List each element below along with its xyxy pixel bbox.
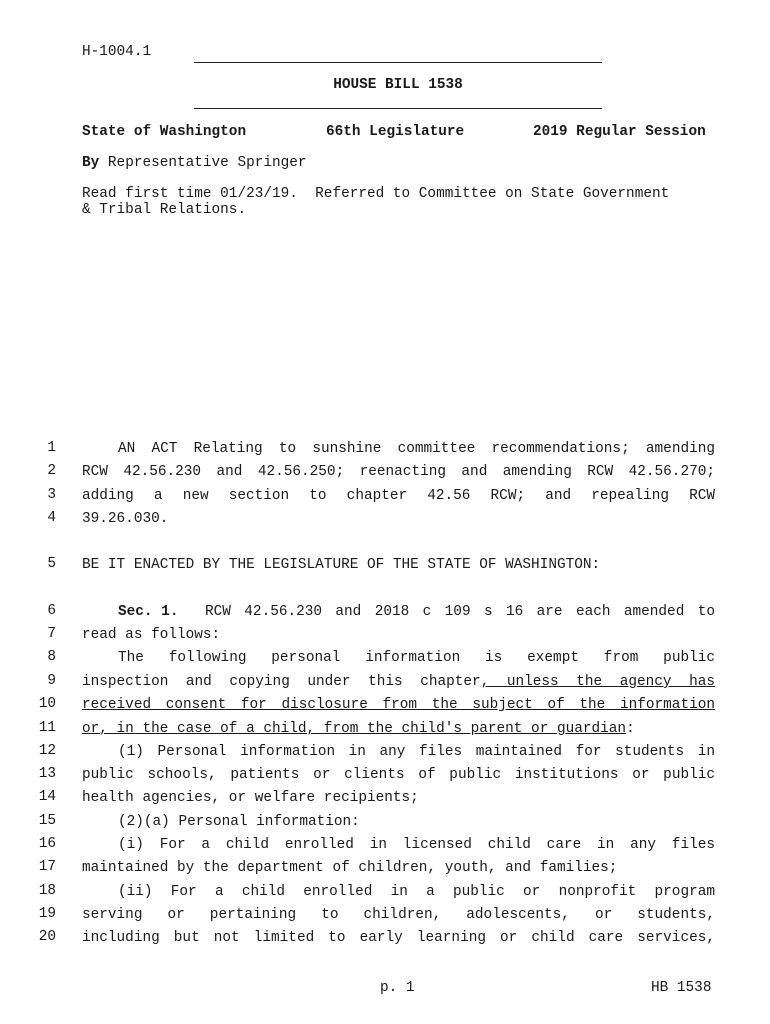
line-number: 12 [38,743,56,759]
body-line [82,719,715,739]
legislature-number: 66th Legislature [326,124,465,140]
body-line [82,672,715,692]
line-number: 18 [38,883,56,899]
line-number: 10 [38,696,56,712]
line-number: 2 [47,463,56,479]
title-top-rule [194,62,602,63]
act-title-line: 39.26.030. [82,511,169,527]
line-number: 1 [47,440,56,456]
body-line: read as follows: [82,627,221,643]
act-title-line: AN ACT Relating to sunshine committee recommendations; amending [118,441,715,457]
read-first-time-line1: Read first time 01/23/19. Referred to Committee on State Government [82,186,670,202]
body-line: The following personal information is exempt from public [118,650,715,666]
enacting-clause: BE IT ENACTED BY THE LEGISLATURE OF THE STATE OF WASHINGTON: [82,557,601,573]
body-line: (1) Personal information in any files maintained for students in [118,744,715,760]
line-number: 20 [38,929,56,945]
page-number: p. 1 [380,980,415,996]
line-number: 11 [38,720,56,736]
body-line: public schools, patients or clients of public institutions or public [82,767,715,783]
line-number: 7 [47,626,56,642]
bill-title: HOUSE BILL 1538 [333,77,463,93]
body-line: (ii) For a child enrolled in a public or nonprofit program [118,884,715,900]
line-number: 8 [47,649,56,665]
body-line: serving or pertaining to children, adolescents, or students, [82,907,715,923]
title-bottom-rule [194,108,602,109]
document-code: H-1004.1 [82,44,152,60]
line-number: 4 [47,510,56,526]
body-line: maintained by the department of children, youth, and families; [82,860,618,876]
state-name: State of Washington [82,124,247,140]
inserted-text: or, in the case of a child, from the child's parent or guardian [82,721,627,737]
session-name: 2019 Regular Session [533,124,706,140]
body-text: inspection and copying under this chapter [82,674,481,690]
line-number: 13 [38,766,56,782]
section-1-text: RCW 42.56.230 and 2018 c 109 s 16 are each amended to [205,604,715,620]
section-1-heading [118,602,715,622]
section-label: Sec. 1. [118,604,179,620]
by-label: By [82,155,100,171]
body-text: : [626,721,635,737]
act-title-line: RCW 42.56.230 and 42.56.250; reenacting and amending RCW 42.56.270; [82,464,715,480]
body-line: (i) For a child enrolled in licensed child care in any files [118,837,715,853]
line-number: 5 [47,556,56,572]
line-number: 17 [38,859,56,875]
sponsor-name: Representative Springer [107,155,307,171]
inserted-text: , unless the agency has [480,674,715,690]
body-line: including but not limited to early learning or child care services, [82,930,715,946]
footer-bill-id: HB 1538 [651,980,712,996]
act-title-line: adding a new section to chapter 42.56 RCW; and repealing RCW [82,488,715,504]
sponsor-line [82,155,307,171]
read-first-time-line2: & Tribal Relations. [82,202,247,218]
line-number: 6 [47,603,56,619]
body-line: (2)(a) Personal information: [118,814,360,830]
body-line: health agencies, or welfare recipients; [82,790,419,806]
inserted-text: received consent for disclosure from the subject of the information [82,697,715,713]
line-number: 15 [38,813,56,829]
line-number: 14 [38,789,56,805]
line-number: 19 [38,906,56,922]
line-number: 3 [47,487,56,503]
line-number: 9 [47,673,56,689]
line-number: 16 [38,836,56,852]
